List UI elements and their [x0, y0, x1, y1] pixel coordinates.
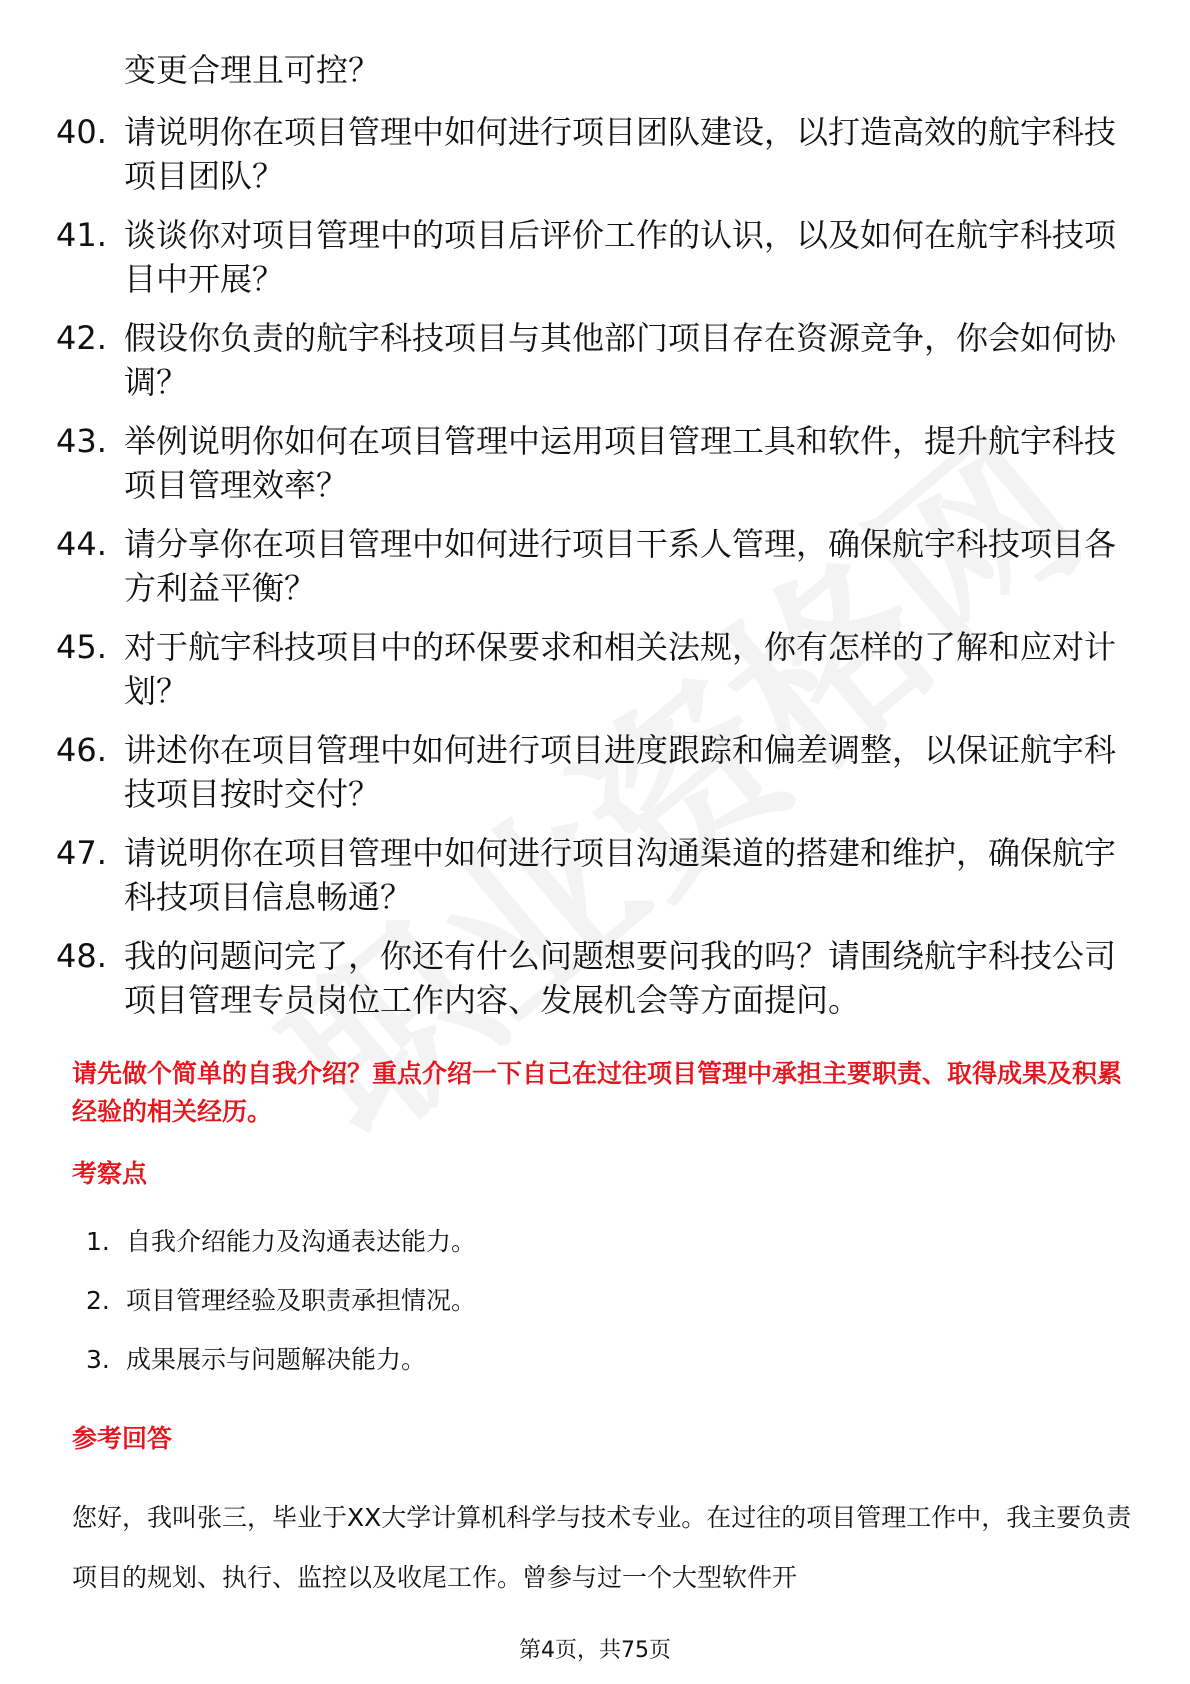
list-item [56, 110, 1116, 198]
page-number: 第4页，共75页 [519, 1638, 671, 1663]
question-number: 46. [56, 731, 107, 769]
continuation-text: 变更合理且可控？ [124, 51, 381, 89]
question-number: 40. [56, 113, 107, 151]
reference-answer-heading: 参考回答 [72, 1424, 173, 1453]
point-text: 自我介绍能力及沟通表达能力。 [126, 1227, 477, 1256]
question-text: 对于航宇科技项目中的环保要求和相关法规，你有怎样的了解和应对计划？ [124, 628, 1117, 710]
list-item [56, 316, 1116, 404]
question-text: 讲述你在项目管理中如何进行项目进度跟踪和偏差调整，以保证航宇科技项目按时交付？ [124, 731, 1117, 813]
list-item [86, 1343, 986, 1402]
question-number: 41. [56, 216, 107, 254]
focus-question: 请先做个简单的自我介绍？重点介绍一下自己在过往项目管理中承担主要职责、取得成果及积累经验的相关经历。 [72, 1059, 1123, 1126]
question-text: 请说明你在项目管理中如何进行项目团队建设，以打造高效的航宇科技项目团队？ [124, 113, 1117, 195]
list-item [56, 213, 1116, 301]
question-number: 45. [56, 628, 107, 666]
question-number: 44. [56, 525, 107, 563]
question-text: 假设你负责的航宇科技项目与其他部门项目存在资源竞争，你会如何协调？ [124, 319, 1117, 401]
list-item [56, 625, 1116, 713]
list-item [56, 728, 1116, 816]
question-number: 43. [56, 422, 107, 460]
question-text: 我的问题问完了，你还有什么问题想要问我的吗？请围绕航宇科技公司项目管理专员岗位工作内容、发展机会等方面提问。 [124, 937, 1117, 1019]
question-number: 42. [56, 319, 107, 357]
point-number: 2. [86, 1286, 110, 1315]
point-number: 3. [86, 1345, 110, 1374]
question-text: 请分享你在项目管理中如何进行项目干系人管理，确保航宇科技项目各方利益平衡？ [124, 525, 1117, 607]
question-text: 请说明你在项目管理中如何进行项目沟通渠道的搭建和维护，确保航宇科技项目信息畅通？ [124, 834, 1117, 916]
key-points-list [86, 1225, 986, 1402]
point-text: 成果展示与问题解决能力。 [126, 1345, 427, 1374]
key-points-heading: 考察点 [72, 1159, 148, 1188]
list-item [56, 934, 1116, 1022]
list-item [56, 831, 1116, 919]
list-item [86, 1225, 986, 1284]
question-text: 谈谈你对项目管理中的项目后评价工作的认识，以及如何在航宇科技项目中开展？ [124, 216, 1117, 298]
list-item [56, 419, 1116, 507]
question-list [56, 110, 1116, 1037]
question-number: 47. [56, 834, 107, 872]
reference-answer-text: 您好，我叫张三，毕业于XX大学计算机科学与技术专业。在过往的项目管理工作中，我主要负责项目的规划、执行、监控以及收尾工作。曾参与过一个大型软件开 [72, 1503, 1132, 1592]
question-text: 举例说明你如何在项目管理中运用项目管理工具和软件，提升航宇科技项目管理效率？ [124, 422, 1117, 504]
question-number: 48. [56, 937, 107, 975]
point-text: 项目管理经验及职责承担情况。 [126, 1286, 477, 1315]
point-number: 1. [86, 1227, 110, 1256]
list-item [56, 522, 1116, 610]
list-item [86, 1284, 986, 1343]
